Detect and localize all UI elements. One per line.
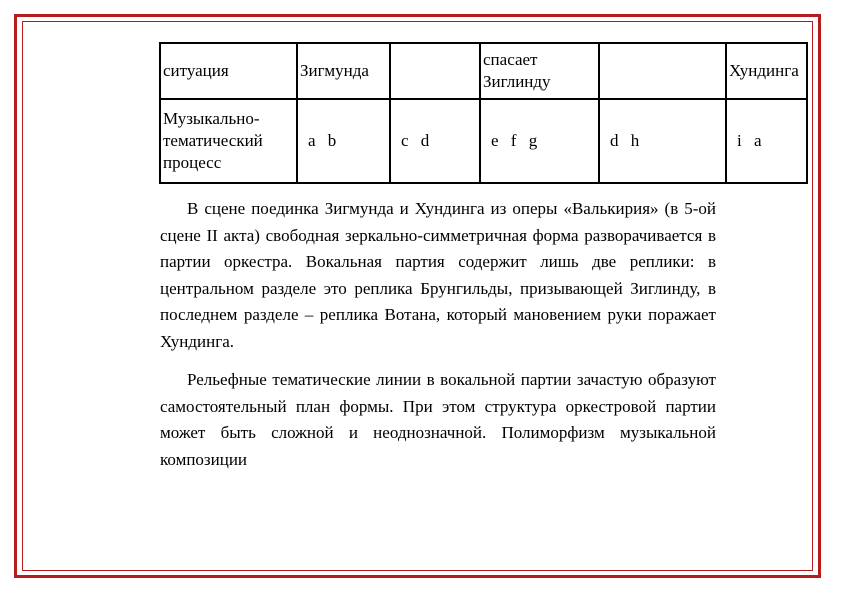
table-cell xyxy=(599,43,726,99)
table-cell xyxy=(599,99,726,183)
table-cell xyxy=(390,43,480,99)
theme-letters: a b xyxy=(308,131,337,150)
table-cell xyxy=(726,99,807,183)
theme-letters: d h xyxy=(610,131,640,150)
table-cell: Хундинга xyxy=(726,43,807,99)
theme-letters: i a xyxy=(737,131,762,150)
form-structure-table xyxy=(159,42,808,184)
table-row xyxy=(160,43,807,99)
paragraph: Рельефные тематические линии в вокальной партии зачастую образуют самостоятельный план формы. При этом структура оркестровой партии может быть сложной и неоднозначной. Полиморфизм музыкальной композиции xyxy=(160,370,716,469)
table-cell xyxy=(297,99,390,183)
table-cell: ситуация xyxy=(160,43,297,99)
table-cell xyxy=(480,99,599,183)
theme-letters: c d xyxy=(401,131,430,150)
theme-letters: e f g xyxy=(491,131,538,150)
table-cell xyxy=(390,99,480,183)
table-cell: Зигмунда xyxy=(297,43,390,99)
table-row xyxy=(160,99,807,183)
table-cell: спасает Зиглинду xyxy=(480,43,599,99)
table-cell: Музыкально-тематический процесс xyxy=(160,99,297,183)
body-text xyxy=(160,196,716,485)
paragraph: В сцене поединка Зигмунда и Хундинга из оперы «Валькирия» (в 5-ой сцене II акта) свободная зеркально-симметричная форма разворачивается в партии оркестра. Вокальная партия содержит лишь две реплики: в центральном разделе это реплика Брунгильды, призывающей Зиглинду, в последнем разделе – реплика Вотана, который мановением руки поражает Хундинга. xyxy=(160,199,716,351)
